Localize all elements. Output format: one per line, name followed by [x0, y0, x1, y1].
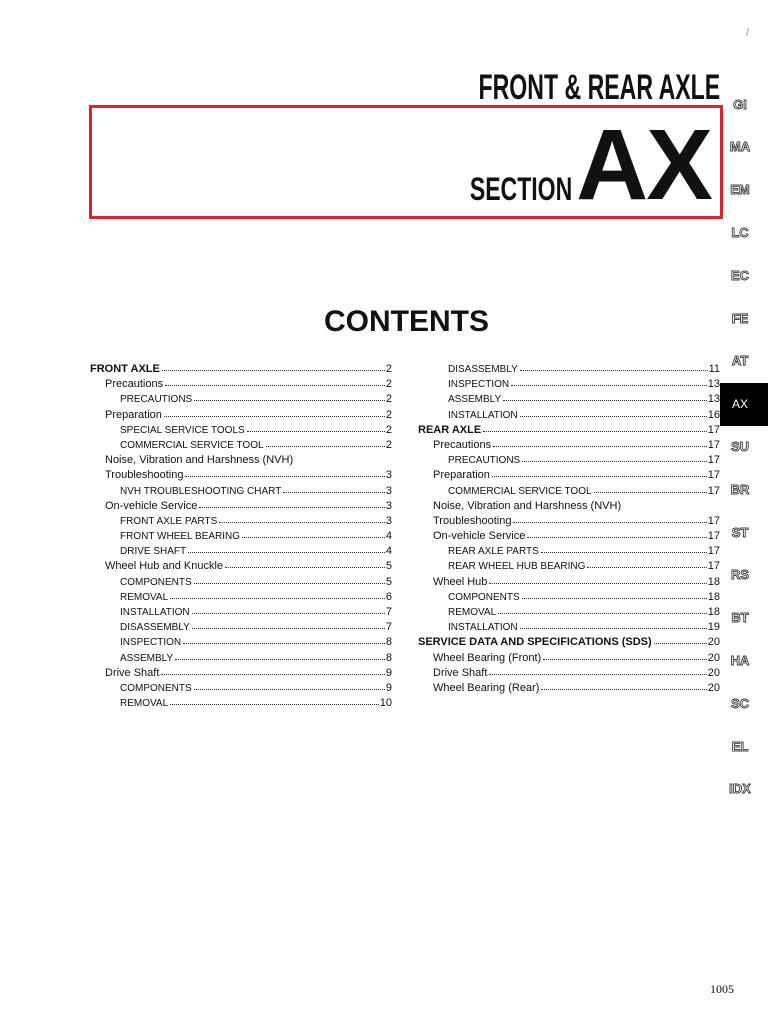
toc-dot-leader [543, 659, 707, 660]
toc-entry [90, 666, 392, 681]
toc-entry [418, 559, 720, 574]
toc-left-column [90, 362, 392, 711]
toc-page-number: 17 [707, 469, 720, 482]
toc-entry [418, 666, 720, 681]
toc-entry [418, 438, 720, 453]
toc-dot-leader [520, 370, 708, 371]
toc-entry [418, 514, 720, 529]
toc-entry [418, 362, 720, 377]
toc-dot-leader [503, 400, 707, 401]
toc-entry [90, 408, 392, 423]
side-tab-gi: GI [733, 96, 747, 112]
toc-page-number: 17 [707, 530, 720, 543]
toc-entry-title: Wheel Bearing (Front) [433, 651, 542, 664]
toc-dot-leader [192, 613, 385, 614]
toc-entry-title: SERVICE DATA AND SPECIFICATIONS (SDS) [418, 636, 652, 649]
toc-entry-title: DISASSEMBLY [448, 364, 518, 375]
toc-entry [90, 681, 392, 696]
toc-entry [90, 620, 392, 635]
toc-entry [90, 377, 392, 392]
side-tab-em: EM [730, 182, 750, 198]
toc-entry-title: Noise, Vibration and Harshness (NVH) [105, 454, 294, 467]
toc-dot-leader [194, 583, 385, 584]
toc-entry-title: On-vehicle Service [105, 499, 198, 512]
toc-entry-title: COMMERCIAL SERVICE TOOL [120, 439, 264, 451]
toc-page-number: 17 [707, 438, 720, 451]
toc-page-number: 17 [707, 423, 720, 436]
toc-entry [90, 590, 392, 605]
toc-entry-title: INSTALLATION [448, 622, 518, 634]
toc-entry-title: ASSEMBLY [120, 652, 174, 664]
toc-page-number: 17 [707, 545, 720, 558]
page-number: 1005 [710, 982, 734, 996]
section-label: SECTION [469, 171, 572, 207]
toc-page-number: 17 [707, 560, 720, 573]
toc-dot-leader [489, 583, 706, 584]
toc-entry-title: FRONT AXLE PARTS [120, 515, 218, 527]
toc-page-number: 19 [707, 621, 720, 634]
toc-entry-title: INSPECTION [120, 637, 182, 649]
toc-entry-title: NVH TROUBLESHOOTING CHART [120, 485, 282, 497]
toc-page-number: 8 [385, 636, 392, 649]
toc-page-number: 13 [707, 378, 720, 391]
toc-entry-title: FRONT WHEEL BEARING [120, 531, 241, 543]
toc-dot-leader [594, 492, 707, 493]
side-tab-rs: RS [730, 567, 750, 583]
toc-dot-leader [493, 446, 707, 447]
toc-page-number: 3 [385, 484, 392, 497]
toc-entry-title: Noise, Vibration and Harshness (NVH) [433, 499, 622, 512]
side-tab-ax: AX [720, 383, 768, 426]
toc-dot-leader [185, 476, 384, 477]
toc-page-number: 20 [707, 666, 720, 679]
toc-page-number: 2 [385, 423, 392, 436]
toc-page-number: 2 [385, 438, 392, 451]
side-tab-su: SU [730, 438, 750, 454]
toc-entry [90, 696, 392, 711]
toc-page-number: 11 [708, 363, 720, 375]
toc-page-number: 6 [385, 590, 392, 603]
toc-page-number: 20 [707, 636, 720, 649]
toc-dot-leader [188, 552, 385, 553]
corner-mark: / [746, 27, 750, 39]
toc-entry [90, 514, 392, 529]
toc-dot-leader [527, 537, 706, 538]
toc-entry-title: Troubleshooting [433, 514, 512, 527]
toc-dot-leader [219, 522, 385, 523]
toc-entry [90, 484, 392, 499]
toc-entry [90, 438, 392, 453]
toc-page-number: 2 [385, 363, 392, 375]
toc-page-number: 8 [385, 651, 392, 664]
toc-entry-title: Troubleshooting [105, 469, 184, 482]
toc-entry-title: INSTALLATION [120, 607, 190, 618]
toc-entry [418, 651, 720, 666]
toc-page-number: 7 [385, 606, 392, 618]
toc-entry [418, 484, 720, 499]
side-tab-fe: FE [731, 310, 749, 326]
toc-entry [90, 499, 392, 514]
toc-page-number: 10 [379, 697, 392, 710]
toc-entry-title: Wheel Hub and Knuckle [105, 560, 224, 573]
toc-entry-title: REAR AXLE PARTS [448, 546, 539, 558]
toc-entry [90, 529, 392, 544]
toc-dot-leader [192, 628, 385, 629]
toc-entry [90, 453, 392, 468]
side-tab-br: BR [730, 481, 750, 497]
toc-dot-leader [165, 385, 385, 386]
toc-entry [418, 620, 720, 635]
toc-entry-title: DISASSEMBLY [120, 622, 190, 634]
toc-dot-leader [194, 689, 385, 690]
toc-entry [418, 377, 720, 392]
toc-dot-leader [522, 461, 707, 462]
section-code: AX [576, 109, 711, 221]
toc-entry [90, 362, 392, 377]
toc-page-number: 9 [385, 681, 392, 694]
toc-dot-leader [183, 643, 385, 644]
toc-page-number: 18 [707, 575, 720, 588]
toc-entry-title: SPECIAL SERVICE TOOLS [120, 424, 245, 436]
toc-entry [90, 392, 392, 407]
toc-entry-title: Preparation [433, 469, 490, 482]
toc-dot-leader [266, 446, 385, 447]
side-tab-sc: SC [730, 695, 750, 711]
manual-title: FRONT & REAR AXLE [478, 68, 720, 107]
toc-entry-title: REAR AXLE [418, 423, 482, 436]
toc-dot-leader [170, 704, 379, 705]
section-index-tabs [720, 84, 768, 812]
toc-dot-leader [247, 431, 385, 432]
toc-dot-leader [194, 400, 385, 401]
toc-dot-leader [520, 416, 707, 417]
toc-page-number: 2 [385, 408, 392, 421]
toc-entry-title: COMPONENTS [120, 576, 192, 588]
toc-entry [90, 605, 392, 620]
toc-dot-leader [164, 416, 385, 417]
toc-entry-title: INSTALLATION [448, 409, 518, 421]
toc-entry [418, 392, 720, 407]
toc-entry-title: PRECAUTIONS [448, 455, 521, 467]
toc-dot-leader [170, 598, 385, 599]
toc-dot-leader [520, 628, 707, 629]
toc-dot-leader [489, 674, 706, 675]
toc-entry-title: COMMERCIAL SERVICE TOOL [448, 485, 592, 497]
toc-page-number: 17 [707, 454, 720, 467]
toc-entry [418, 544, 720, 559]
side-tab-idx: IDX [729, 781, 751, 797]
toc-entry [418, 499, 720, 514]
toc-entry-title: Drive Shaft [105, 666, 160, 679]
toc-entry [418, 423, 720, 438]
toc-entry-title: INSPECTION [448, 379, 510, 391]
toc-entry-title: Wheel Hub [433, 575, 488, 588]
toc-entry-title: Wheel Bearing (Rear) [433, 681, 540, 694]
toc-entry-title: Precautions [433, 438, 492, 451]
toc-dot-leader [283, 492, 385, 493]
toc-dot-leader [541, 552, 707, 553]
toc-page-number: 17 [707, 514, 720, 527]
toc-page-number: 3 [385, 469, 392, 482]
toc-entry [90, 544, 392, 559]
toc-dot-leader [522, 598, 707, 599]
contents-heading: CONTENTS [324, 305, 489, 338]
toc-dot-leader [654, 643, 707, 644]
toc-page-number: 4 [385, 530, 392, 543]
toc-page-number: 2 [385, 393, 392, 406]
toc-dot-leader [161, 674, 384, 675]
side-tab-el: EL [731, 738, 749, 754]
side-tab-ec: EC [730, 267, 750, 283]
toc-entry [418, 605, 720, 620]
toc-entry-title: Preparation [105, 408, 162, 421]
toc-page-number: 17 [707, 484, 720, 497]
toc-entry [90, 468, 392, 483]
toc-entry [418, 468, 720, 483]
toc-entry-title: FRONT AXLE [90, 363, 160, 375]
toc-entry [418, 590, 720, 605]
toc-page-number: 4 [385, 545, 392, 558]
toc-page-number: 18 [707, 606, 720, 618]
toc-entry [418, 575, 720, 590]
toc-entry-title: Precautions [105, 378, 164, 391]
toc-page-number: 20 [707, 651, 720, 664]
toc-entry-title: COMPONENTS [120, 682, 192, 694]
toc-entry [418, 635, 720, 650]
side-tab-ha: HA [730, 652, 750, 668]
toc-page-number: 13 [707, 393, 720, 406]
toc-page-number: 20 [707, 681, 720, 694]
toc-dot-leader [242, 537, 385, 538]
toc-dot-leader [225, 567, 385, 568]
toc-dot-leader [498, 613, 707, 614]
side-tab-at: AT [731, 353, 749, 369]
toc-entry [90, 559, 392, 574]
toc-page-number: 3 [385, 514, 392, 527]
toc-entry [90, 423, 392, 438]
toc-page-number: 9 [385, 666, 392, 679]
toc-dot-leader [162, 370, 385, 371]
toc-entry-title: COMPONENTS [448, 591, 520, 603]
toc-entry-title: PRECAUTIONS [120, 394, 193, 406]
toc-entry [418, 453, 720, 468]
side-tab-bt: BT [731, 610, 749, 626]
toc-entry [90, 575, 392, 590]
toc-page-number: 18 [707, 590, 720, 603]
toc-right-column [418, 362, 720, 696]
toc-dot-leader [541, 689, 706, 690]
toc-page-number: 3 [385, 499, 392, 512]
toc-entry [418, 529, 720, 544]
toc-page-number: 16 [707, 408, 720, 421]
toc-entry [418, 681, 720, 696]
toc-dot-leader [511, 385, 707, 386]
side-tab-lc: LC [731, 224, 749, 240]
side-tab-st: ST [731, 524, 749, 540]
toc-page-number: 5 [385, 560, 392, 573]
toc-dot-leader [587, 567, 706, 568]
toc-entry-title: REMOVAL [120, 698, 169, 710]
toc-dot-leader [175, 659, 385, 660]
toc-entry-title: REAR WHEEL HUB BEARING [448, 561, 586, 573]
toc-page-number: 2 [385, 378, 392, 391]
toc-entry-title: On-vehicle Service [433, 530, 526, 543]
toc-dot-leader [492, 476, 707, 477]
toc-entry [90, 651, 392, 666]
toc-entry-title: REMOVAL [448, 607, 497, 618]
toc-entry [418, 408, 720, 423]
toc-dot-leader [513, 522, 706, 523]
toc-page-number: 5 [385, 575, 392, 588]
toc-entry-title: ASSEMBLY [448, 394, 502, 406]
toc-dot-leader [483, 431, 707, 432]
side-tab-ma: MA [729, 139, 751, 155]
toc-page-number: 7 [385, 621, 392, 634]
toc-entry-title: Drive Shaft [433, 666, 488, 679]
toc-entry [90, 635, 392, 650]
toc-dot-leader [199, 507, 385, 508]
toc-entry-title: DRIVE SHAFT [120, 546, 187, 558]
toc-entry-title: REMOVAL [120, 591, 169, 603]
